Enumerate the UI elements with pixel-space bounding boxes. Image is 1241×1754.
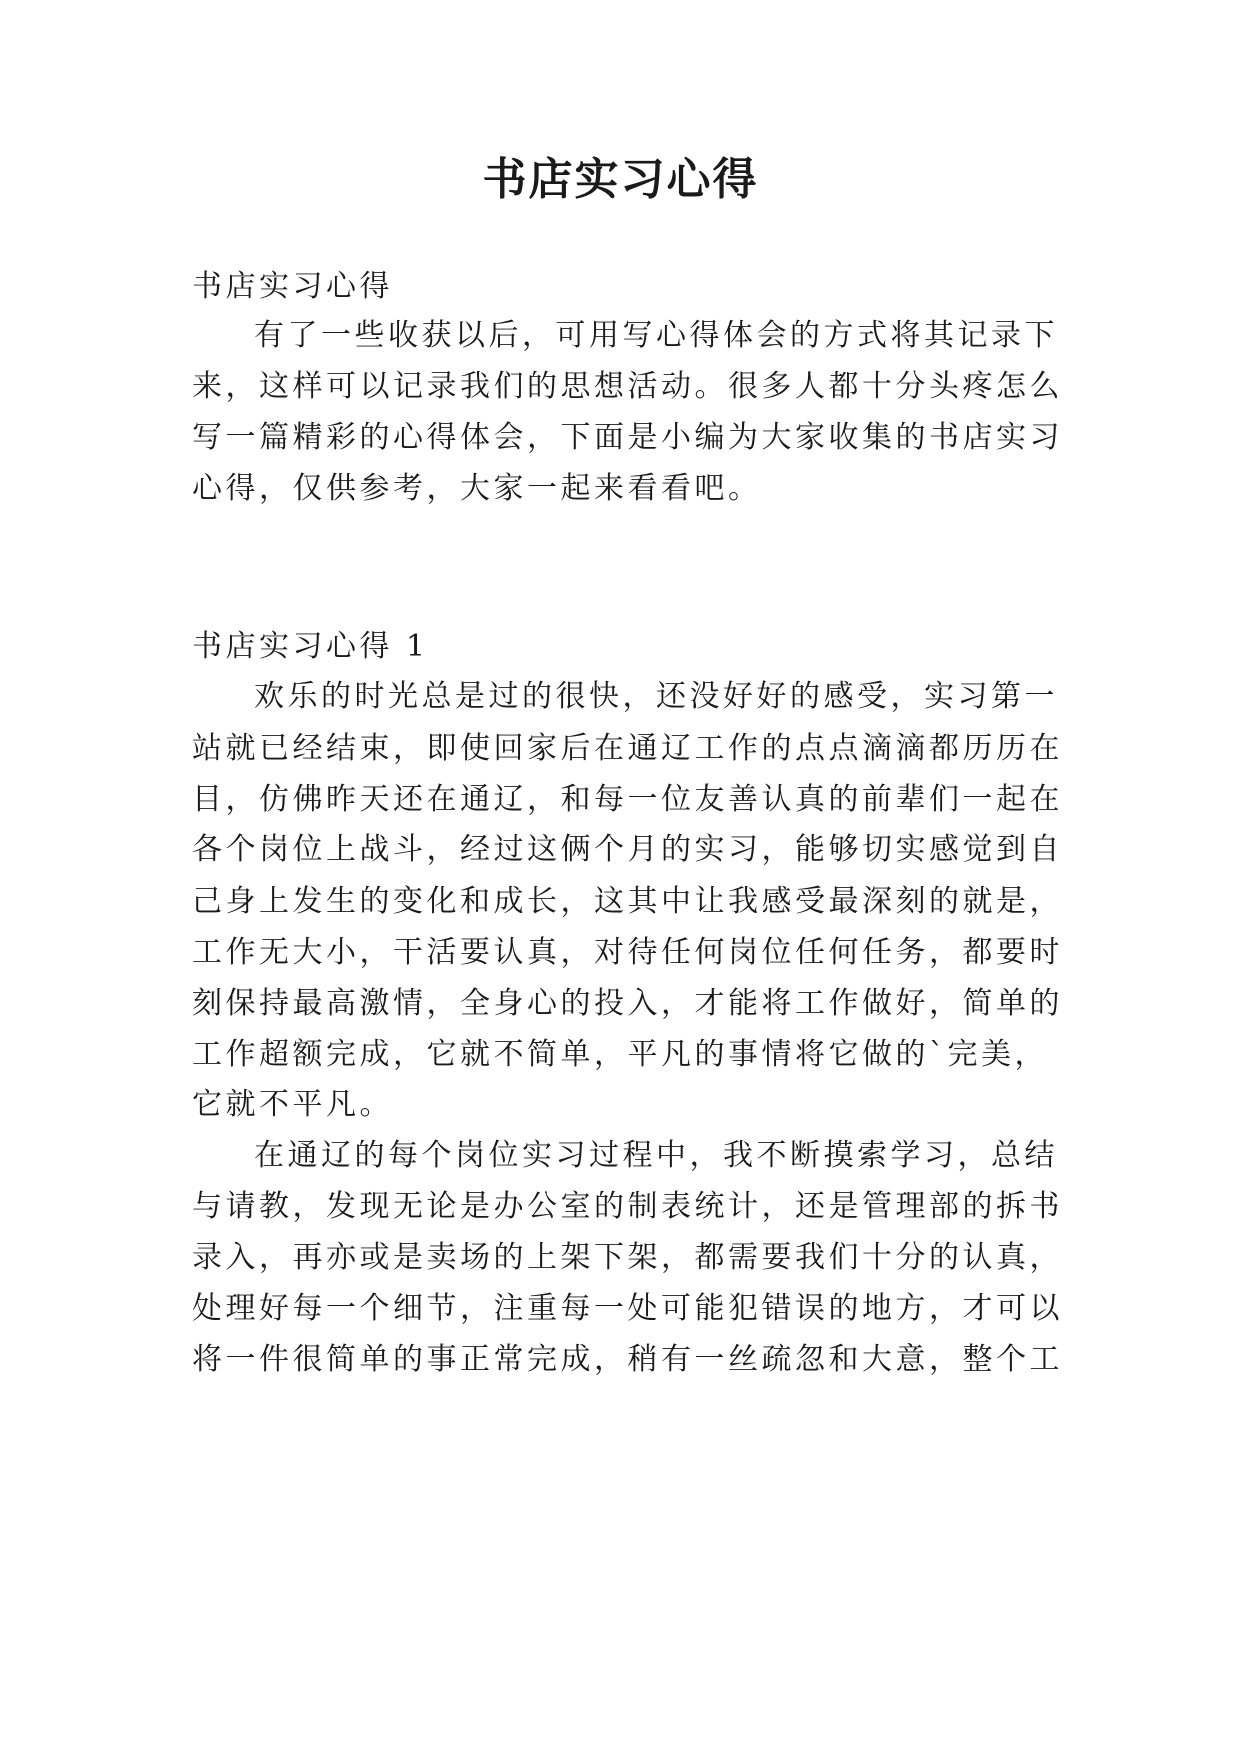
paragraph-line: 己身上发生的变化和成长，这其中让我感受最深刻的就是，: [192, 884, 1063, 919]
paragraph-line: 与请教，发现无论是办公室的制表统计，还是管理部的拆书: [192, 1189, 1063, 1224]
paragraph-line: 各个岗位上战斗，经过这俩个月的实习，能够切实感觉到自: [192, 832, 1063, 867]
paragraph-line: 站就已经结束，即使回家后在通辽工作的点点滴滴都历历在: [192, 731, 1063, 766]
paragraph-line: 处理好每一个细节，注重每一处可能犯错误的地方，才可以: [192, 1291, 1063, 1326]
paragraph-line: 心得，仅供参考，大家一起来看看吧。: [192, 471, 762, 506]
section-heading: 书店实习心得: [192, 269, 393, 304]
paragraph-line: 来，这样可以记录我们的思想活动。很多人都十分头疼怎么: [192, 369, 1063, 404]
paragraph-line: 工作超额完成，它就不简单，平凡的事情将它做的`完美，: [192, 1037, 1048, 1072]
paragraph-line: 刻保持最高激情，全身心的投入，才能将工作做好，简单的: [192, 986, 1063, 1021]
paragraph-line: 将一件很简单的事正常完成，稍有一丝疏忽和大意，整个工: [192, 1342, 1063, 1377]
paragraph-line: 欢乐的时光总是过的很快，还没好好的感受，实习第一: [254, 679, 1058, 714]
section-heading: 书店实习心得 1: [192, 629, 429, 664]
paragraph-line: 录入，再亦或是卖场的上架下架，都需要我们十分的认真，: [192, 1240, 1063, 1275]
paragraph-line: 工作无大小，干活要认真，对待任何岗位任何任务，都要时: [192, 935, 1063, 970]
paragraph-line: 它就不平凡。: [192, 1087, 393, 1122]
paragraph-line: 写一篇精彩的心得体会，下面是小编为大家收集的书店实习: [192, 420, 1063, 455]
paragraph-line: 在通辽的每个岗位实习过程中，我不断摸索学习，总结: [254, 1138, 1058, 1173]
paragraph-line: 目，仿佛昨天还在通辽，和每一位友善认真的前辈们一起在: [192, 782, 1063, 817]
paragraph-line: 有了一些收获以后，可用写心得体会的方式将其记录下: [254, 318, 1058, 353]
document-title: 书店实习心得: [482, 154, 759, 205]
